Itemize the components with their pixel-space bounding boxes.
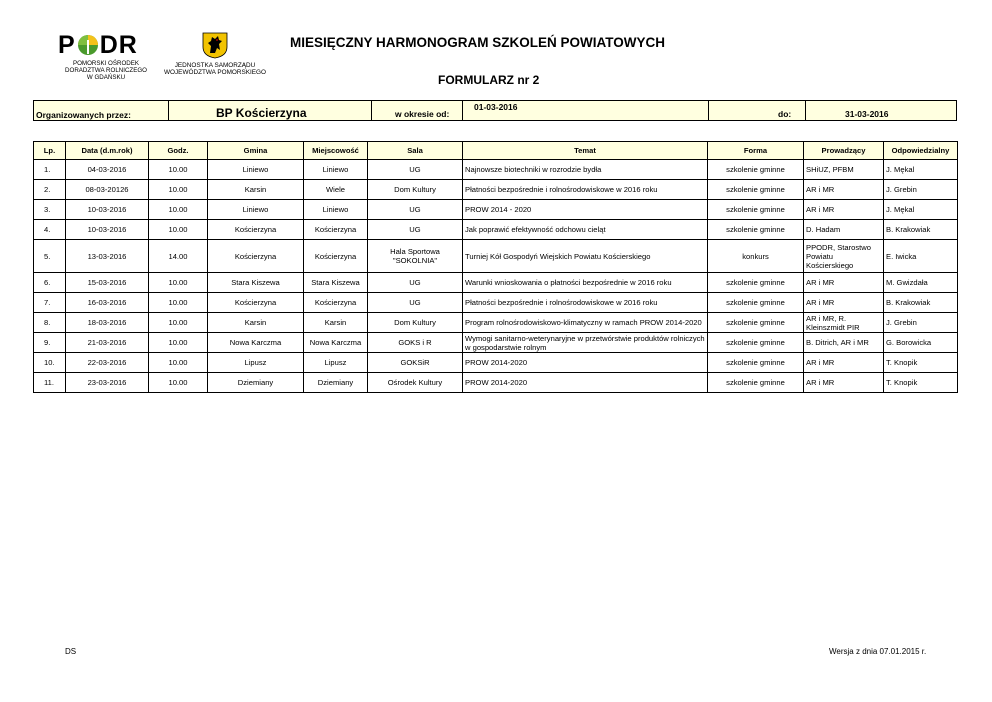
table-cell: Wiele	[304, 180, 368, 200]
table-cell: Lipusz	[304, 353, 368, 373]
table-cell: 10.00	[149, 220, 208, 240]
table-cell: 15-03-2016	[66, 273, 149, 293]
table-cell: B. Krakowiak	[884, 220, 958, 240]
table-cell: Dom Kultury	[368, 180, 463, 200]
table-cell: GOKS i R	[368, 333, 463, 353]
table-cell: Liniewo	[208, 200, 304, 220]
table-cell: Karsin	[304, 313, 368, 333]
table-cell: J. Mękal	[884, 160, 958, 180]
table-cell: Lipusz	[208, 353, 304, 373]
table-cell: 13-03-2016	[66, 240, 149, 273]
table-cell: Warunki wnioskowania o płatności bezpośrednie w 2016 roku	[463, 273, 708, 293]
podr-logo	[58, 32, 154, 84]
table-cell: Karsin	[208, 313, 304, 333]
table-cell: PROW 2014-2020	[463, 373, 708, 393]
table-cell: Program rolnośrodowiskowo-klimatyczny w ramach PROW 2014-2020	[463, 313, 708, 333]
table-row	[34, 160, 958, 180]
table-row	[34, 273, 958, 293]
table-cell: konkurs	[708, 240, 804, 273]
form-number: FORMULARZ nr 2	[438, 73, 540, 87]
col-header: Forma	[708, 142, 804, 160]
table-cell: J. Grebin	[884, 180, 958, 200]
org-value: BP Kościerzyna	[216, 106, 307, 120]
table-cell: Kościerzyna	[304, 220, 368, 240]
table-row	[34, 240, 958, 273]
table-cell: Turniej Kół Gospodyń Wiejskich Powiatu Kościerskiego	[463, 240, 708, 273]
table-cell: Dziemiany	[304, 373, 368, 393]
table-cell: Liniewo	[304, 160, 368, 180]
table-cell: UG	[368, 160, 463, 180]
table-cell: Dziemiany	[208, 373, 304, 393]
table-cell: 8.	[34, 313, 66, 333]
table-cell: 6.	[34, 273, 66, 293]
table-row	[34, 313, 958, 333]
table-cell: Najnowsze biotechniki w rozrodzie bydła	[463, 160, 708, 180]
pomorskie-logo	[156, 32, 274, 84]
header-row	[33, 100, 957, 121]
table-cell: T. Knopik	[884, 373, 958, 393]
table-cell: E. Iwicka	[884, 240, 958, 273]
table-cell: Jak poprawić efektywność odchowu cieląt	[463, 220, 708, 240]
table-cell: 7.	[34, 293, 66, 313]
table-cell: szkolenie gminne	[708, 333, 804, 353]
table-cell: 9.	[34, 333, 66, 353]
table-cell: szkolenie gminne	[708, 353, 804, 373]
griffin-crest-icon	[202, 32, 228, 59]
table-cell: 10.00	[149, 373, 208, 393]
table-cell: Nowa Karczma	[304, 333, 368, 353]
table-cell: Stara Kiszewa	[208, 273, 304, 293]
table-cell: PROW 2014 - 2020	[463, 200, 708, 220]
table-cell: 10.00	[149, 333, 208, 353]
podr-subtitle: POMORSKI OŚRODEK DORADZTWA ROLNICZEGO W GDAŃSKU	[65, 60, 147, 82]
table-cell: AR i MR	[804, 373, 884, 393]
table-cell: UG	[368, 200, 463, 220]
table-cell: 04-03-2016	[66, 160, 149, 180]
table-cell: 2.	[34, 180, 66, 200]
table-cell: 3.	[34, 200, 66, 220]
table-cell: 1.	[34, 160, 66, 180]
table-cell: Płatności bezpośrednie i rolnośrodowiskowe w 2016 roku	[463, 293, 708, 313]
table-cell: 4.	[34, 220, 66, 240]
table-cell: 10-03-2016	[66, 200, 149, 220]
table-cell: 10.00	[149, 353, 208, 373]
table-cell: GOKSiR	[368, 353, 463, 373]
table-cell: Karsin	[208, 180, 304, 200]
table-cell: AR i MR	[804, 180, 884, 200]
col-header: Sala	[368, 142, 463, 160]
table-cell: 16-03-2016	[66, 293, 149, 313]
table-cell: 10.00	[149, 180, 208, 200]
col-header: Temat	[463, 142, 708, 160]
table-cell: 10.00	[149, 273, 208, 293]
col-header: Gmina	[208, 142, 304, 160]
table-cell: PPODR, Starostwo Powiatu Kościerskiego	[804, 240, 884, 273]
table-cell: szkolenie gminne	[708, 293, 804, 313]
table-header	[34, 142, 958, 160]
col-header: Lp.	[34, 142, 66, 160]
table-row	[34, 293, 958, 313]
page-title: MIESIĘCZNY HARMONOGRAM SZKOLEŃ POWIATOWYCH	[290, 35, 666, 50]
table-cell: szkolenie gminne	[708, 373, 804, 393]
table-cell: AR i MR	[804, 200, 884, 220]
table-cell: Wymogi sanitarno-weterynaryjne w przetwórstwie produktów rolniczych w gospodarstwie rolnym	[463, 333, 708, 353]
table-cell: szkolenie gminne	[708, 220, 804, 240]
table-cell: Nowa Karczma	[208, 333, 304, 353]
table-cell: Dom Kultury	[368, 313, 463, 333]
table-row	[34, 333, 958, 353]
org-label: Organizowanych przez:	[36, 110, 131, 120]
pomorskie-subtitle: JEDNOSTKA SAMORZĄDU WOJEWÓDZTWA POMORSKIEGO	[163, 62, 266, 77]
table-cell: 10.	[34, 353, 66, 373]
col-header: Prowadzący	[804, 142, 884, 160]
table-cell: B. Krakowiak	[884, 293, 958, 313]
table-cell: 10.00	[149, 160, 208, 180]
table-cell: J. Grebin	[884, 313, 958, 333]
col-header: Odpowiedzialny	[884, 142, 958, 160]
table-cell: 22-03-2016	[66, 353, 149, 373]
table-cell: AR i MR	[804, 293, 884, 313]
table-cell: UG	[368, 220, 463, 240]
podr-flower-icon	[77, 34, 99, 56]
table-cell: Kościerzyna	[304, 240, 368, 273]
table-cell: 10.00	[149, 200, 208, 220]
table-cell: AR i MR	[804, 273, 884, 293]
to-date: 31-03-2016	[845, 109, 889, 119]
table-cell: UG	[368, 273, 463, 293]
table-cell: 11.	[34, 373, 66, 393]
table-cell: 23-03-2016	[66, 373, 149, 393]
table-cell: 10.00	[149, 293, 208, 313]
table-cell: Kościerzyna	[208, 240, 304, 273]
col-header: Godz.	[149, 142, 208, 160]
from-date: 01-03-2016	[474, 102, 518, 112]
table-cell: Płatności bezpośrednie i rolnośrodowiskowe w 2016 roku	[463, 180, 708, 200]
table-cell: 10-03-2016	[66, 220, 149, 240]
table-cell: szkolenie gminne	[708, 200, 804, 220]
table-cell: Liniewo	[304, 200, 368, 220]
podr-word-right: DR	[99, 31, 138, 59]
table-row	[34, 353, 958, 373]
table-cell: Kościerzyna	[208, 220, 304, 240]
table-row	[34, 200, 958, 220]
table-cell: Liniewo	[208, 160, 304, 180]
footer-version: Wersja z dnia 07.01.2015 r.	[829, 647, 927, 656]
table-cell: UG	[368, 293, 463, 313]
table-cell: Kościerzyna	[208, 293, 304, 313]
table-cell: SHiUZ, PFBM	[804, 160, 884, 180]
table-cell: 5.	[34, 240, 66, 273]
table-row	[34, 220, 958, 240]
period-label: w okresie od:	[395, 109, 450, 119]
table-cell: Kościerzyna	[304, 293, 368, 313]
table-cell: szkolenie gminne	[708, 273, 804, 293]
table-cell: szkolenie gminne	[708, 160, 804, 180]
table-row	[34, 180, 958, 200]
table-cell: D. Hadam	[804, 220, 884, 240]
footer-initials: DS	[65, 647, 77, 656]
table-row	[34, 373, 958, 393]
table-cell: G. Borowicka	[884, 333, 958, 353]
col-header: Miejscowość	[304, 142, 368, 160]
table-cell: T. Knopik	[884, 353, 958, 373]
table-cell: 21-03-2016	[66, 333, 149, 353]
table-cell: 10.00	[149, 313, 208, 333]
table-cell: 08-03-20126	[66, 180, 149, 200]
table-cell: AR i MR, R. Kleinszmidt PIR	[804, 313, 884, 333]
table-cell: Ośrodek Kultury	[368, 373, 463, 393]
table-cell: B. Ditrich, AR i MR	[804, 333, 884, 353]
to-label: do:	[778, 109, 792, 119]
schedule-table	[33, 141, 958, 393]
table-cell: J. Mękal	[884, 200, 958, 220]
table-cell: Stara Kiszewa	[304, 273, 368, 293]
table-cell: 14.00	[149, 240, 208, 273]
table-cell: szkolenie gminne	[708, 313, 804, 333]
podr-wordmark	[58, 32, 154, 58]
table-cell: M. Gwizdała	[884, 273, 958, 293]
table-cell: PROW 2014-2020	[463, 353, 708, 373]
table-cell: AR i MR	[804, 353, 884, 373]
table-cell: szkolenie gminne	[708, 180, 804, 200]
table-cell: Hala Sportowa "SOKOLNIA"	[368, 240, 463, 273]
table-cell: 18-03-2016	[66, 313, 149, 333]
col-header: Data (d.m.rok)	[66, 142, 149, 160]
podr-word-left: P	[58, 31, 76, 59]
